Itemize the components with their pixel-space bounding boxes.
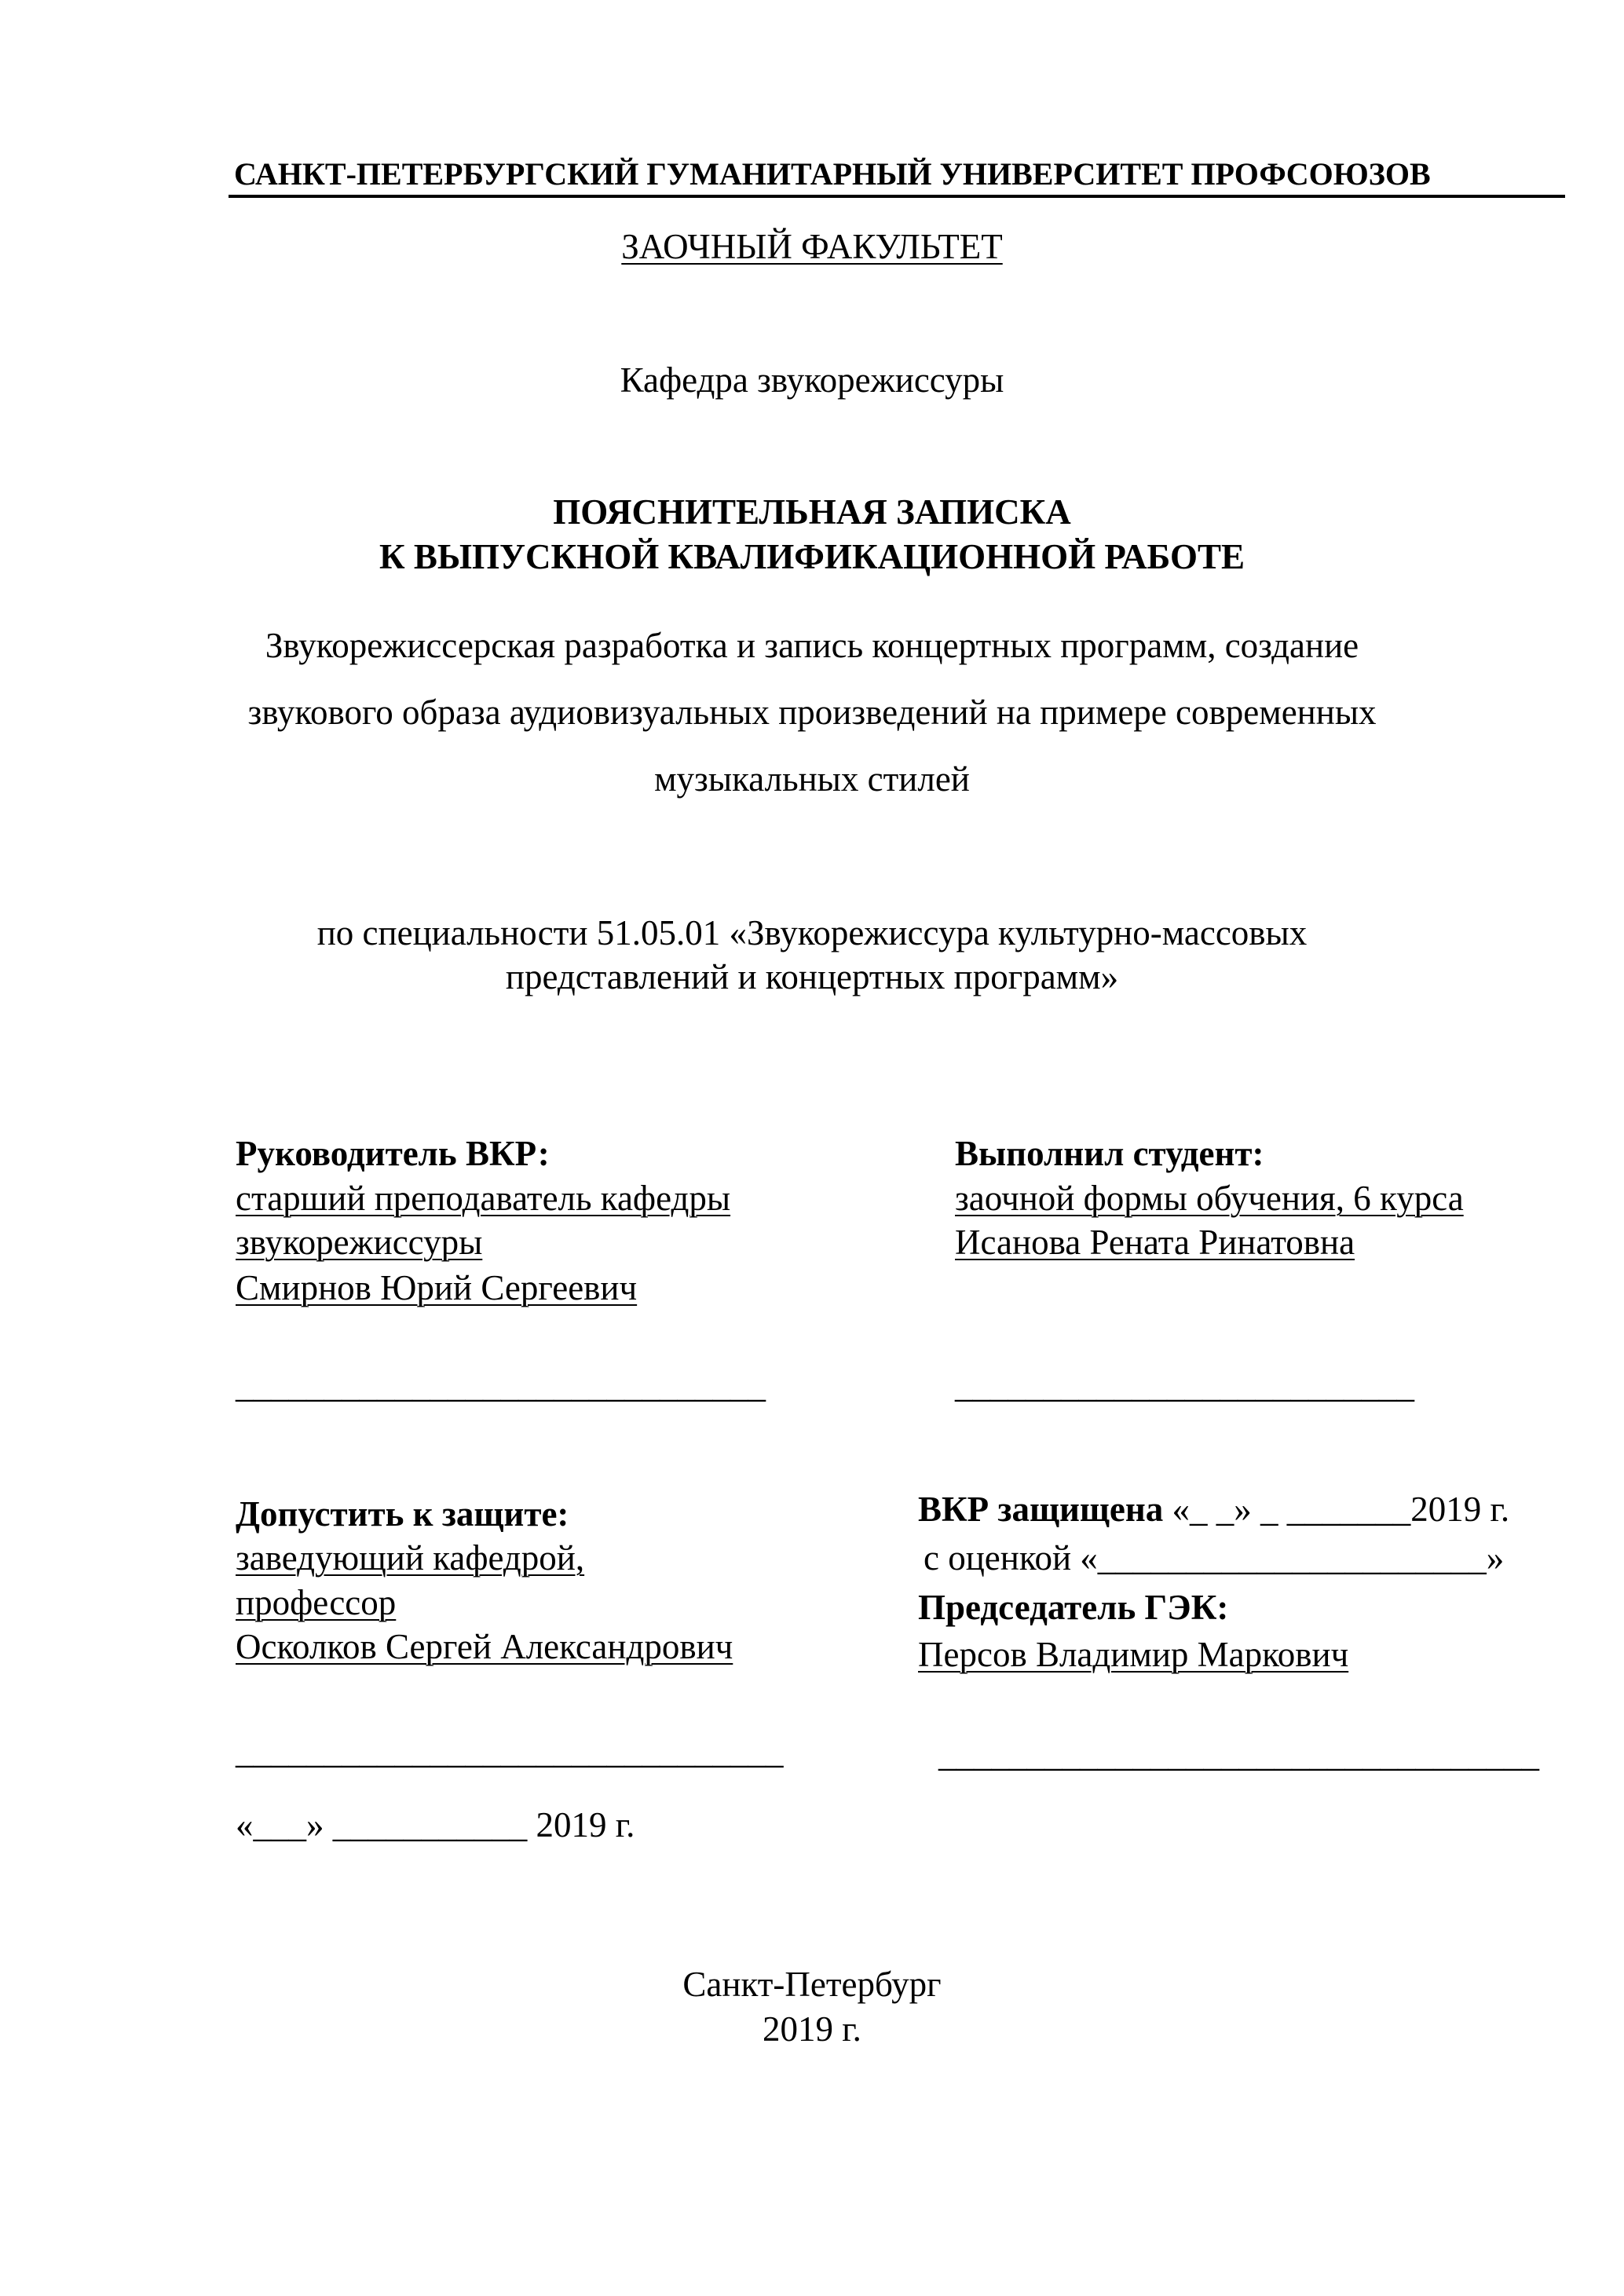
footer-city: Санкт-Петербург: [682, 1965, 942, 2004]
student-name: Исанова Рената Ринатовна: [955, 1223, 1355, 1262]
department-name: Кафедра звукорежиссуры: [620, 360, 1004, 400]
specialty-line-2: представлений и концертных программ»: [505, 957, 1119, 996]
specialty-line-1: по специальности 51.05.01 «Звукорежиссура культурно-массовых: [316, 913, 1308, 952]
topic-line-2: звукового образа аудиовизуальных произведений на примере современных: [247, 693, 1377, 732]
header-divider: [229, 195, 1565, 198]
topic-line-3: музыкальных стилей: [654, 759, 970, 799]
title-line-2: К ВЫПУСКНОЙ КВАЛИФИКАЦИОННОЙ РАБОТЕ: [379, 537, 1245, 576]
chair-heading: Председатель ГЭК:: [918, 1588, 1229, 1627]
title-line-1: ПОЯСНИТЕЛЬНАЯ ЗАПИСКА: [553, 492, 1071, 532]
chair-signature-line: __________________________________: [938, 1735, 1539, 1774]
admit-signature-line: _______________________________: [236, 1731, 784, 1771]
footer-year: 2019 г.: [763, 2009, 861, 2049]
university-name: САНКТ-ПЕТЕРБУРГСКИЙ ГУМАНИТАРНЫЙ УНИВЕРСИТЕТ ПРОФСОЮЗОВ: [234, 156, 1431, 192]
chair-name: Персов Владимир Маркович: [918, 1635, 1349, 1674]
supervisor-signature-line: ______________________________: [236, 1366, 766, 1405]
topic-line-1: Звукорежиссерская разработка и запись концертных программ, создание: [265, 626, 1359, 665]
supervisor-position: старший преподаватель кафедры: [236, 1179, 731, 1218]
admit-heading: Допустить к защите:: [236, 1494, 569, 1534]
student-heading: Выполнил студент:: [955, 1134, 1264, 1173]
student-signature-line: __________________________: [955, 1366, 1414, 1405]
supervisor-heading: Руководитель ВКР:: [236, 1134, 550, 1173]
supervisor-name: Смирнов Юрий Сергеевич: [236, 1268, 638, 1307]
defense-date: «_ _» _ _______2019 г.: [1163, 1490, 1510, 1529]
defense-grade: с оценкой «______________________»: [924, 1538, 1505, 1578]
admit-position: заведующий кафедрой,: [236, 1538, 585, 1578]
admit-name: Осколков Сергей Александрович: [236, 1627, 733, 1666]
admit-title: профессор: [236, 1583, 397, 1622]
faculty-name: ЗАОЧНЫЙ ФАКУЛЬТЕТ: [621, 227, 1003, 266]
supervisor-department: звукорежиссуры: [236, 1223, 483, 1262]
admit-date: «___» ___________ 2019 г.: [236, 1805, 635, 1844]
student-form: заочной формы обучения, 6 курса: [955, 1179, 1464, 1218]
defense-heading: ВКР защищена: [918, 1490, 1164, 1529]
